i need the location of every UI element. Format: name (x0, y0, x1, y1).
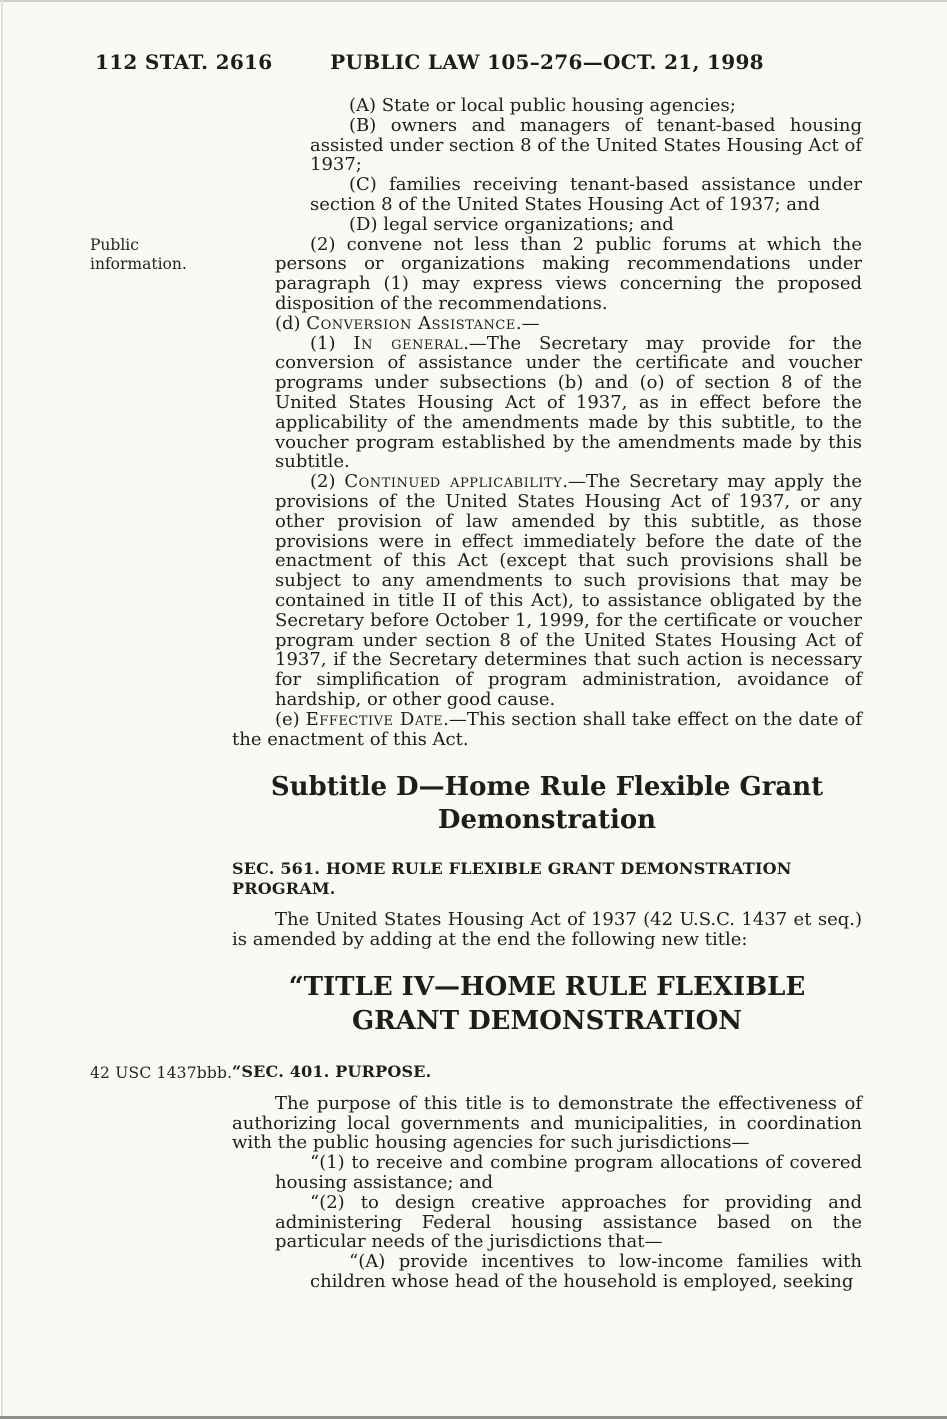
paragraph-d1-caption: In general (353, 332, 464, 354)
subparagraph-d: (D) legal service organizations; and (349, 213, 674, 235)
page-left-edge (1, 0, 3, 1419)
subsection-d-caption: Conversion Assistance (306, 312, 516, 334)
statute-text-column (90, 95, 863, 1293)
sec-401-purpose-intro: The purpose of this title is to demonstrate the effectiveness of authorizing local governments and municipalities, in coordination with the public housing agencies for such jurisdictions— (232, 1092, 862, 1154)
stat-page-number: 112 STAT. 2616 (95, 50, 273, 74)
sec-401-heading (90, 1061, 862, 1082)
page-top-edge (0, 0, 947, 2)
paragraph-d2-continued-applicability (275, 472, 862, 710)
paragraph-d2-lead: (2) (310, 471, 345, 493)
paragraph-d1-lead: (1) (310, 332, 354, 354)
margin-note-public-information: Public information. (90, 235, 187, 274)
paragraph-2-convene (90, 233, 862, 314)
paragraph-2-text: (2) convene not less than 2 public forums at which the persons or organizations making recommendations under paragraph (1) may express views concerning the proposed disposition of the recommendations. (275, 233, 862, 314)
sec-561-text: The United States Housing Act of 1937 (42 U.S.C. 1437 et seq.) is amended by adding at the end the following new title: (232, 909, 862, 951)
subsection-d-heading (232, 314, 862, 334)
subsection-e-caption: Effective Date (305, 708, 444, 730)
margin-note-usc-reference: 42 USC 1437bbb. (90, 1063, 233, 1082)
purpose-subparagraph-2a: “(A) provide incentives to low-income families with children whose head of the household is employed, seeking (310, 1251, 862, 1293)
paragraph-d1-text: .—The Secretary may provide for the conversion of assistance under the certificate and voucher programs under subsections (b) and (o) of section 8 of the United States Housing Act of 1937, as in effect before the applicability of the amendments made by this subtitle, to the voucher program established by the amendments made by this subtitle. (275, 332, 862, 473)
public-law-citation: PUBLIC LAW 105–276—OCT. 21, 1998 (330, 50, 764, 74)
subparagraph-b: (B) owners and managers of tenant-based housing assisted under section 8 of the United States Housing Act of 1937; (310, 114, 863, 176)
title-iv-heading: “TITLE IV—HOME RULE FLEXIBLE GRANT DEMONSTRATION (288, 971, 806, 1036)
subsection-e-lead: (e) (275, 708, 306, 730)
paragraph-d2-text: .—The Secretary may apply the provisions of the United States Housing Act of 1937, or any other provision of law amended by this subtitle, as those provisions were in effect immediately before the date of the enactment of this Act (except that such provisions shall be subject to any amendments to such provisions that may be contained in title II of this Act), to assistance obligated by the Secretary before October 1, 1999, for the certificate or voucher program under section 8 of the United States Housing Act of 1937, if the Secretary determines that such action is necessary for simplification of program administration, avoidance of hardship, or other good cause. (275, 471, 862, 710)
subsection-d-lead: (d) (275, 312, 307, 334)
subparagraph-a: (A) State or local public housing agencies; (349, 95, 736, 116)
subsection-d-dash: .— (515, 312, 540, 334)
sec-561-heading: SEC. 561. HOME RULE FLEXIBLE GRANT DEMONSTRATION PROGRAM. (232, 859, 792, 899)
paragraph-d2-caption: Continued applicability (344, 471, 563, 493)
subparagraph-c: (C) families receiving tenant-based assistance under section 8 of the United States Housing Act of 1937; and (310, 174, 862, 215)
running-head (0, 50, 947, 78)
paragraph-d1-in-general (275, 334, 862, 473)
purpose-paragraph-1: “(1) to receive and combine program allocations of covered housing assistance; and (275, 1152, 862, 1194)
subtitle-d-heading: Subtitle D—Home Rule Flexible Grant Demonstration (270, 772, 824, 836)
sec-401-heading-text: “SEC. 401. PURPOSE. (232, 1061, 432, 1081)
subsection-e-text: .—This section shall take effect on the date of the enactment of this Act. (232, 708, 862, 750)
subsection-e-effective-date (232, 710, 862, 750)
purpose-paragraph-2: “(2) to design creative approaches for providing and administering Federal housing assistance based on the particular needs of the jurisdictions that— (275, 1191, 862, 1253)
